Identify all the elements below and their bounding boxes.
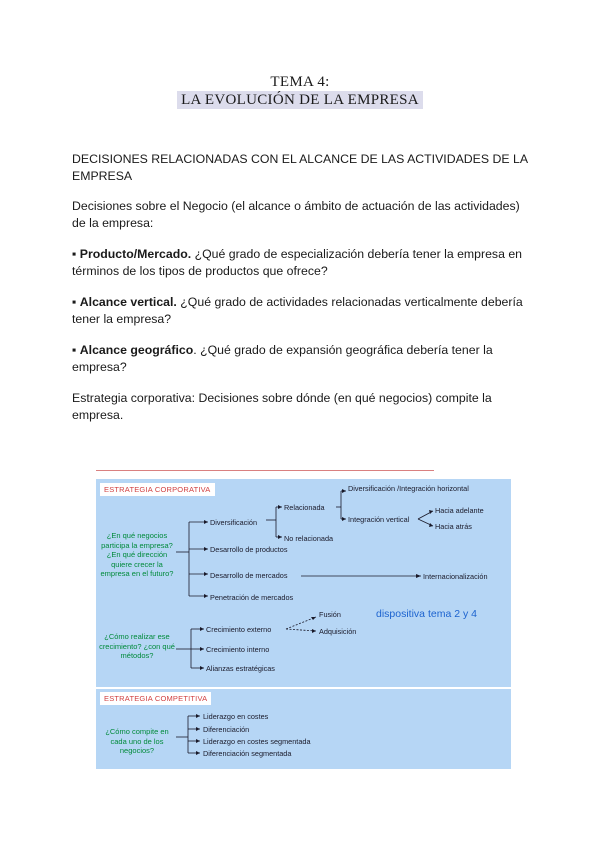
relacionada-label: Relacionada <box>284 503 325 512</box>
estrategia-competitiva-tag: ESTRATEGIA COMPETITIVA <box>100 692 211 705</box>
question-competir: ¿Cómo compite en cada uno de los negocios? <box>105 727 169 755</box>
red-divider-line <box>96 470 434 471</box>
adquisicion-label: Adquisición <box>319 627 357 636</box>
crecimiento-interno-label: Crecimiento interno <box>206 645 270 654</box>
alianzas-estrategicas-label: Alianzas estratégicas <box>206 664 275 673</box>
document-title-number: TEMA 4: <box>270 74 330 90</box>
bullet-alcance-geografico <box>72 342 532 376</box>
desarrollo-mercados-label: Desarrollo de mercados <box>210 571 288 580</box>
diagram-section-divider <box>96 687 511 689</box>
bullet-producto-mercado <box>72 246 532 280</box>
integracion-vertical-label: Integración vertical <box>348 515 410 524</box>
bullet-text: ¿Qué grado de actividades relacionadas verticalmente debería tener la empresa? <box>72 295 523 326</box>
hacia-adelante-label: Hacia adelante <box>435 506 484 515</box>
penetracion-mercados-label: Penetración de mercados <box>210 593 294 602</box>
hacia-atras-label: Hacia atrás <box>435 522 472 531</box>
bullet-text: ¿Qué grado de especialización debería tener la empresa en términos de los tipos de productos que ofrece? <box>72 247 523 278</box>
bullet-term: Alcance vertical. <box>79 295 177 309</box>
bullet-icon: ▪ <box>72 343 77 357</box>
bullet-alcance-vertical <box>72 294 532 328</box>
estrategia-corporativa-tag: ESTRATEGIA CORPORATIVA <box>100 483 215 496</box>
internacionalizacion-label: Internacionalización <box>423 572 488 581</box>
document-title <box>0 92 600 109</box>
bullet-text: . ¿Qué grado de expansión geográfica debería tener la empresa? <box>72 343 493 374</box>
liderazgo-costes-label: Liderazgo en costes <box>203 712 269 721</box>
diferenciacion-segmentada-label: Diferenciación segmentada <box>203 749 292 758</box>
integracion-horizontal-label: Diversificación /Integración horizontal <box>348 484 469 493</box>
closing-paragraph: Estrategia corporativa: Decisiones sobre dónde (en qué negocios) compite la empresa. <box>72 391 492 422</box>
diversificacion-label: Diversificación <box>210 518 258 527</box>
bullet-term: Alcance geográfico <box>79 343 194 357</box>
strategy-diagram <box>96 479 511 769</box>
question-negocios: ¿En qué negocios participa la empresa? ¿En qué dirección quiere crecer la empresa en el futuro? <box>100 531 174 578</box>
bullet-icon: ▪ <box>72 295 77 309</box>
dispositiva-note: dispositiva tema 2 y 4 <box>376 608 477 620</box>
bullet-icon: ▪ <box>72 247 77 261</box>
intro-paragraph: Decisiones sobre el Negocio (el alcance o ámbito de actuación de las actividades) de la empresa: <box>72 199 520 230</box>
document-title-text: LA EVOLUCIÓN DE LA EMPRESA <box>177 91 423 109</box>
bullet-term: Producto/Mercado. <box>79 247 192 261</box>
diferenciacion-label: Diferenciación <box>203 725 250 734</box>
no-relacionada-label: No relacionada <box>284 534 334 543</box>
fusion-label: Fusión <box>319 610 341 619</box>
desarrollo-productos-label: Desarrollo de productos <box>210 545 288 554</box>
question-crecimiento: ¿Cómo realizar ese crecimiento? ¿con qué métodos? <box>99 632 175 660</box>
section-heading: DECISIONES RELACIONADAS CON EL ALCANCE DE LAS ACTIVIDADES DE LA EMPRESA <box>72 152 528 183</box>
liderazgo-segmentada-label: Liderazgo en costes segmentada <box>203 737 311 746</box>
crecimiento-externo-label: Crecimiento externo <box>206 625 272 634</box>
